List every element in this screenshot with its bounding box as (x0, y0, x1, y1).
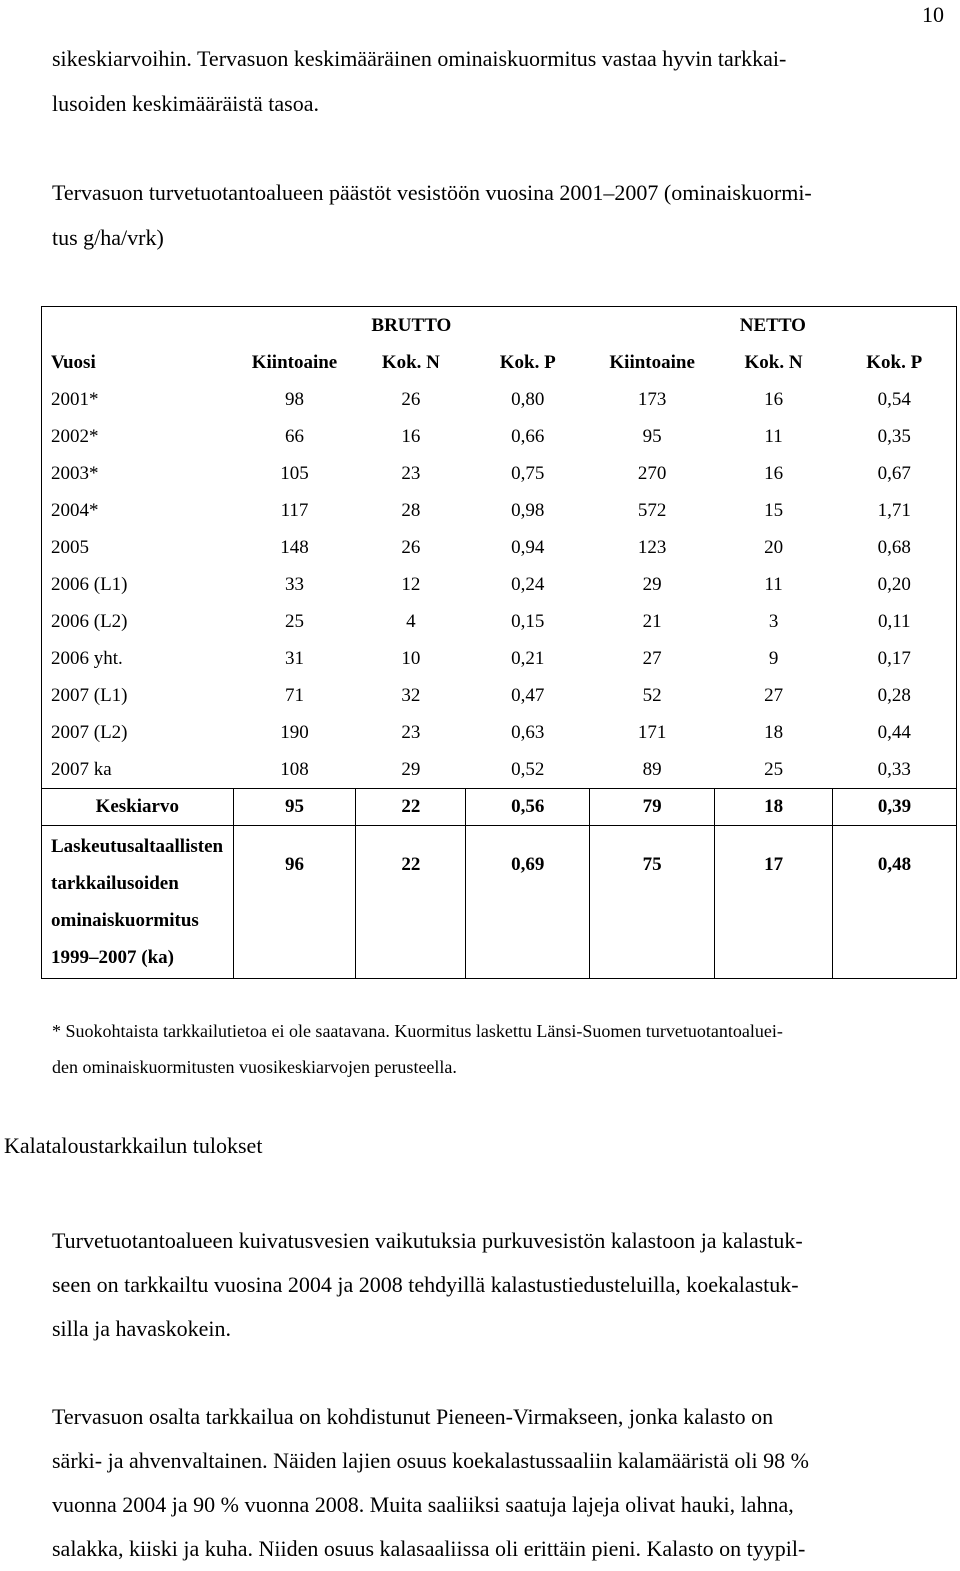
column-header-row (42, 344, 957, 381)
paragraph-line: Tervasuon osalta tarkkailua on kohdistunut Pieneen-Virmakseen, jonka kalasto on (52, 1404, 774, 1429)
table-cell: 96 (233, 826, 356, 979)
reference-label (42, 826, 234, 979)
paragraph-line: Turvetuotantoalueen kuivatusvesien vaikutuksia purkuvesistön kalastoon ja kalastuk- (52, 1228, 803, 1253)
footnote-line: den ominaiskuormitusten vuosikeskiarvojen perusteella. (52, 1057, 457, 1077)
table-cell: 0,66 (511, 425, 545, 447)
table-cell: 0,80 (511, 388, 545, 410)
year-cell: 2007 (L1) (42, 677, 234, 714)
table-body (42, 381, 957, 789)
table-cell: 95 (233, 789, 356, 826)
page-number: 10 (922, 2, 944, 27)
table-cell: 25 (764, 758, 784, 780)
table-row (42, 418, 957, 455)
paragraph-line: silla ja havaskokein. (52, 1316, 232, 1341)
table-cell: 148 (280, 536, 309, 558)
year-cell: 2006 (L2) (42, 603, 234, 640)
table-cell: 18 (715, 789, 833, 826)
table-cell: 0,67 (833, 455, 957, 492)
table-row (42, 751, 957, 789)
table-row (42, 714, 957, 751)
table-cell: 173 (637, 388, 667, 410)
table-cell: 17 (715, 826, 833, 979)
paragraph-line: vuonna 2004 ja 90 % vuonna 2008. Muita saaliiksi saatuja lajeja olivat hauki, lahna, (52, 1492, 794, 1517)
table-cell: 190 (280, 721, 309, 743)
table-row (42, 455, 957, 492)
year-cell: 2006 yht. (42, 640, 234, 677)
table-cell: 9 (768, 647, 779, 669)
table-cell: 0,33 (833, 751, 957, 789)
table-cell: 3 (768, 610, 779, 632)
paragraph-line: särki- ja ahvenvaltainen. Näiden lajien osuus koekalastussaaliin kalamääristä oli 98 % (52, 1448, 809, 1473)
intro-paragraph (52, 36, 947, 126)
table-cell: 15 (764, 499, 784, 521)
table-cell: 71 (284, 684, 304, 706)
table-cell: 23 (401, 462, 421, 484)
table-cell: 21 (642, 610, 662, 632)
intro-line: lusoiden keskimääräistä tasoa. (52, 91, 319, 116)
table-cell: 0,63 (511, 721, 545, 743)
table-cell: 105 (280, 462, 309, 484)
table-row (42, 603, 957, 640)
table-row (42, 677, 957, 714)
table-cell: 95 (642, 425, 662, 447)
reference-label-line: 1999–2007 (ka) (51, 947, 174, 968)
table-cell: 20 (764, 536, 784, 558)
table-cell: 16 (764, 388, 784, 410)
summary-label: Keskiarvo (42, 789, 234, 826)
table-cell: 123 (637, 536, 667, 558)
year-cell: 2005 (42, 529, 234, 566)
caption-line: Tervasuon turvetuotantoalueen päästöt vesistöön vuosina 2001–2007 (ominaiskuormi- (52, 180, 812, 205)
table-cell: 0,56 (466, 789, 590, 826)
table-row (42, 566, 957, 603)
column-header: Kok. P (833, 344, 957, 381)
table-cell: 29 (642, 573, 662, 595)
intro-line: sikeskiarvoihin. Tervasuon keskimääräinen ominaiskuormitus vastaa hyvin tarkkai- (52, 46, 787, 71)
paragraph-line: salakka, kiiski ja kuha. Niiden osuus kalasaaliissa oli erittäin pieni. Kalasto on tyypil- (52, 1536, 806, 1561)
table-cell: 0,24 (511, 573, 545, 595)
table-cell: 52 (642, 684, 662, 706)
table-cell: 0,48 (833, 826, 957, 979)
table-cell: 0,52 (511, 758, 545, 780)
column-header: Kok. N (381, 351, 440, 373)
group-header-row (42, 307, 957, 345)
year-cell: 2007 (L2) (42, 714, 234, 751)
table-row (42, 640, 957, 677)
paragraph-2 (52, 1219, 947, 1351)
table-cell: 4 (406, 610, 416, 632)
footnote-line: * Suokohtaista tarkkailutietoa ei ole saatavana. Kuormitus laskettu Länsi-Suomen turvetuotantoaluei- (52, 1021, 783, 1041)
table-cell: 18 (764, 721, 784, 743)
table-cell: 0,17 (833, 640, 957, 677)
netto-header: NETTO (590, 307, 957, 345)
year-cell: 2004* (42, 492, 234, 529)
reference-label-line: ominaiskuormitus (51, 910, 199, 931)
year-cell: 2002* (42, 418, 234, 455)
table-cell: 0,75 (511, 462, 545, 484)
table-cell: 12 (401, 573, 421, 595)
column-header: Kiintoaine (251, 351, 338, 373)
table-cell: 11 (764, 425, 783, 447)
paragraph-line: seen on tarkkailtu vuosina 2004 ja 2008 tehdyillä kalastustiedusteluilla, koekalastuk- (52, 1272, 799, 1297)
year-cell: 2001* (42, 381, 234, 418)
reference-row (42, 826, 957, 979)
year-cell: 2006 (L1) (42, 566, 234, 603)
column-header: Kok. P (499, 351, 556, 373)
column-header: Kiintoaine (609, 351, 695, 373)
table-cell: 66 (284, 425, 304, 447)
table-cell: 75 (590, 826, 715, 979)
table-cell: 0,69 (466, 826, 590, 979)
table-cell: 23 (401, 721, 421, 743)
table-caption (52, 170, 947, 260)
table-cell: 0,39 (833, 789, 957, 826)
table-cell: 98 (284, 388, 304, 410)
table-cell: 22 (356, 826, 466, 979)
table-cell: 32 (401, 684, 421, 706)
summary-row (42, 789, 957, 826)
table-cell: 117 (280, 499, 309, 521)
table-cell: 0,68 (833, 529, 957, 566)
table-cell: 29 (401, 758, 421, 780)
reference-label-line: tarkkailusoiden (51, 873, 179, 894)
table-cell: 89 (642, 758, 662, 780)
footnote (52, 1013, 947, 1085)
table-cell: 33 (284, 573, 304, 595)
table-cell: 16 (401, 425, 421, 447)
table-cell: 26 (401, 536, 421, 558)
table-cell: 108 (280, 758, 309, 780)
table-cell: 31 (284, 647, 304, 669)
table-cell: 27 (764, 684, 784, 706)
table-cell: 16 (764, 462, 784, 484)
table-cell: 270 (637, 462, 667, 484)
table-row (42, 529, 957, 566)
section-heading: Kalataloustarkkailun tulokset (4, 1133, 263, 1158)
table-cell: 27 (642, 647, 662, 669)
table-row (42, 492, 957, 529)
table-cell: 0,47 (511, 684, 545, 706)
table-cell: 28 (401, 499, 421, 521)
table-cell: 0,15 (511, 610, 545, 632)
table-cell: 1,71 (833, 492, 957, 529)
table-cell: 79 (590, 789, 715, 826)
emissions-table (41, 306, 957, 979)
table-cell: 22 (356, 789, 466, 826)
column-header: Vuosi (42, 344, 234, 381)
column-header: Kok. N (744, 351, 803, 373)
table-cell: 0,54 (833, 381, 957, 418)
table-cell: 171 (637, 721, 667, 743)
brutto-header: BRUTTO (233, 307, 590, 345)
table-cell: 25 (284, 610, 304, 632)
table-row (42, 381, 957, 418)
table-cell: 26 (401, 388, 421, 410)
table-cell: 0,20 (833, 566, 957, 603)
table-cell: 11 (764, 573, 783, 595)
table-cell: 10 (401, 647, 421, 669)
paragraph-3 (52, 1395, 947, 1571)
caption-line: tus g/ha/vrk) (52, 225, 164, 250)
year-cell: 2007 ka (42, 751, 234, 789)
table-cell: 572 (637, 499, 667, 521)
table-cell: 0,94 (511, 536, 545, 558)
table-cell: 0,98 (511, 499, 545, 521)
reference-label-line: Laskeutusaltaallisten (51, 836, 224, 857)
table-cell: 0,28 (833, 677, 957, 714)
table-cell: 0,35 (833, 418, 957, 455)
table-cell: 0,44 (833, 714, 957, 751)
table-cell: 0,21 (511, 647, 545, 669)
table-cell: 0,11 (833, 603, 957, 640)
year-cell: 2003* (42, 455, 234, 492)
